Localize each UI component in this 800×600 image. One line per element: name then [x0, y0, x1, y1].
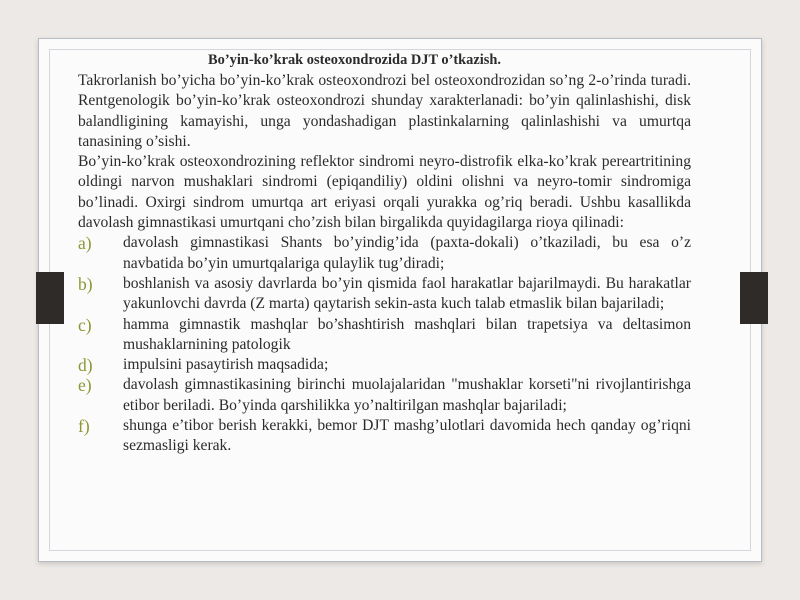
list-marker: f): [78, 416, 90, 437]
list-marker: d): [78, 355, 93, 376]
paragraph-1: Takrorlanish bo’yicha bo’yin-ko’krak osteoxondrozi bel osteoxondrozidan so’ng 2-o’rinda turadi. Rentgenologik bo’yin-ko’krak osteoxondrozi shunday xarakterlanadi: bo’yin qalinlashishi, disk balandligining kamayishi, unga yondashadigan plastinkalarning qalinlashishi va umurtqa tanasining o’sishi.: [78, 72, 691, 150]
right-edge-tab: [740, 272, 768, 324]
list-item: [78, 416, 691, 457]
slide-title: Bo’yin-ko’krak osteoxondrozida DJT o’tkazish.: [208, 52, 501, 68]
list-marker: e): [78, 375, 92, 396]
list-item-text: davolash gimnastikasining birinchi muolajalaridan "mushaklar korseti"ni rivojlantirishga etibor beriladi. Bo’yinda qarshilikka yo’naltirilgan mashqlar bajariladi;: [123, 376, 691, 414]
list-item-text: impulsini pasaytirish maqsadida;: [123, 356, 329, 374]
slide-content: [78, 50, 691, 457]
list-item-text: shunga e’tibor berish kerakki, bemor DJT mashg’ulotlari davomida hech qanday og’riqni sezmasligi kerak.: [123, 417, 691, 455]
left-edge-tab: [36, 272, 64, 324]
list-item-text: davolash gimnastikasi Shants bo’yindig’ida (paxta-dokali) o’tkaziladi, bu esa o’z navbatida bo’yin umurtqalariga qulaylik tug’diradi;: [123, 234, 691, 272]
paragraph-2: Bo’yin-ko’krak osteoxondrozining reflektor sindromi neyro-distrofik elka-ko’krak pereartritining oldingi narvon mushaklari sindromi (epiqandiliy) oldini olishni va neyro-tomir sindromiga bo’linadi. Oxirgi sindrom umurtqa art eriyasi orqali yurakka og’riq beradi. Ushbu kasallikda davolash gimnastikasi umurtqani cho’zish bilan birgalikda quyidagilarga rioya qilinadi:: [78, 153, 691, 232]
list-item: [78, 375, 691, 416]
list-marker: c): [78, 314, 92, 335]
list-item: [78, 274, 691, 315]
list-item-text: hamma gimnastik mashqlar bo’shashtirish mashqlari bilan trapetsiya va deltasimon mushaklarnining patologik: [123, 315, 691, 353]
list-marker: b): [78, 273, 93, 294]
exercise-rules-list: [78, 233, 691, 456]
list-item: [78, 233, 691, 274]
list-item: [78, 355, 691, 375]
list-marker: a): [78, 233, 92, 254]
list-item-text: boshlanish va asosiy davrlarda bo’yin qismida faol harakatlar bajarilmaydi. Bu harakatlar yakunlovchi davrda (Z marta) qaytarish sekin-asta kuch talab etmaslik bilan bajariladi;: [123, 274, 691, 313]
list-item: [78, 315, 691, 356]
